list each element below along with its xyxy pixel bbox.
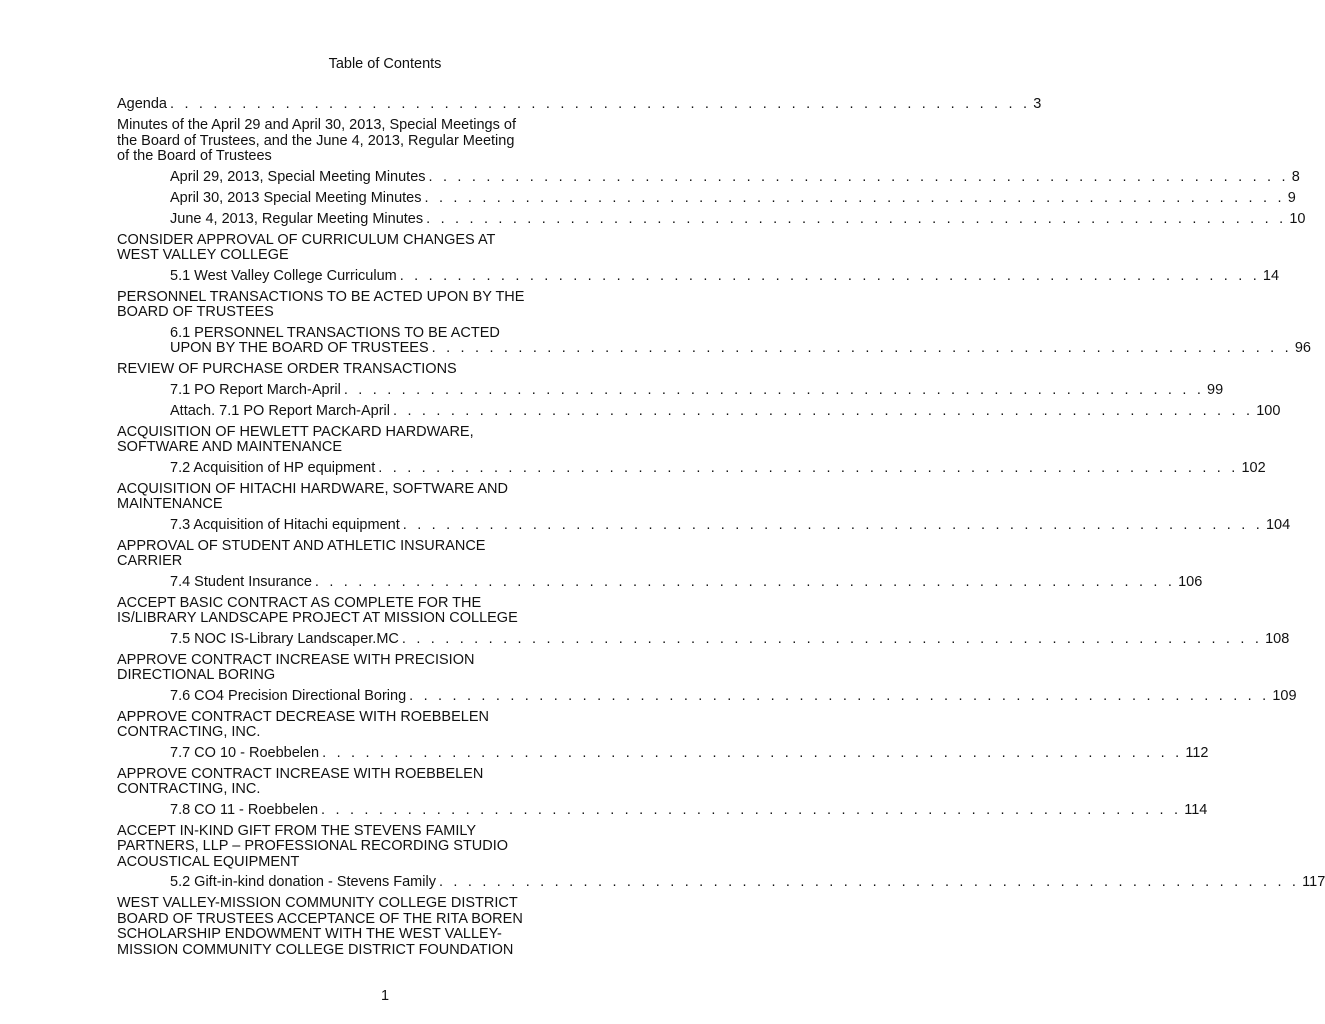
toc-entry[interactable] — [117, 744, 1209, 762]
toc-entry[interactable] — [117, 516, 1291, 534]
toc-entry-page-number: 108 — [1265, 630, 1290, 647]
dot-leader: . . . . . . . . . . . . . . . . . . . . . . . . . . . . . . . . . . . . . . . . . . . . . . . . . . . . . . . . . . . . — [393, 402, 1254, 419]
dot-leader: . . . . . . . . . . . . . . . . . . . . . . . . . . . . . . . . . . . . . . . . . . . . . . . . . . . . . . . . . . . . — [438, 874, 1300, 890]
toc-section-heading: APPROVE CONTRACT INCREASE WITH PRECISION DIRECTIONAL BORING — [117, 651, 475, 683]
toc-entry[interactable] — [117, 630, 1290, 648]
toc-entry-label: 7.1 PO Report March-April — [170, 381, 341, 398]
toc-entry[interactable] — [117, 340, 1311, 357]
toc-entry-page-number: 117 — [1302, 874, 1325, 890]
toc-entry-label: UPON BY THE BOARD OF TRUSTEES — [170, 340, 429, 356]
toc-section-heading: WEST VALLEY-MISSION COMMUNITY COLLEGE DISTRICT BOARD OF TRUSTEES ACCEPTANCE OF THE RITA BOREN SCHOLARSHIP ENDOWMENT WITH THE WEST VALLEY- MISSION COMMUNITY COLLEGE DISTRICT FOUNDATION — [117, 895, 523, 958]
toc-entry-page-number: 114 — [1184, 801, 1208, 818]
toc-entry-label: 7.2 Acquisition of HP equipment — [170, 459, 376, 476]
toc-entry[interactable] — [117, 168, 1300, 186]
toc-entry-label: 7.4 Student Insurance — [170, 573, 312, 590]
toc-section-heading: APPROVAL OF STUDENT AND ATHLETIC INSURANCE CARRIER — [117, 537, 486, 569]
toc-section-heading: Minutes of the April 29 and April 30, 2013, Special Meetings of the Board of Trustees, and the June 4, 2013, Regular Meeting of the Board of Trustees — [117, 117, 516, 164]
toc-entry[interactable] — [117, 210, 1306, 228]
toc-entry-label: April 29, 2013, Special Meeting Minutes — [170, 168, 426, 185]
toc-section-heading: APPROVE CONTRACT DECREASE WITH ROEBBELEN CONTRACTING, INC. — [117, 708, 489, 740]
toc-entry-label: 5.2 Gift-in-kind donation - Stevens Family — [170, 874, 436, 890]
dot-leader: . . . . . . . . . . . . . . . . . . . . . . . . . . . . . . . . . . . . . . . . . . . . . . . . . . . . . . . . . . . . — [322, 744, 1183, 761]
page-number: 1 — [380, 988, 390, 1004]
toc-entry[interactable] — [117, 96, 1042, 113]
toc-section-heading: ACQUISITION OF HEWLETT PACKARD HARDWARE, SOFTWARE AND MAINTENANCE — [117, 423, 474, 455]
page-title: Table of Contents — [328, 56, 442, 72]
toc-entry[interactable] — [117, 687, 1297, 705]
toc-entry-page-number: 14 — [1262, 267, 1280, 284]
toc-entry-label: 7.3 Acquisition of Hitachi equipment — [170, 516, 400, 533]
toc-entry-page-number: 100 — [1256, 402, 1281, 419]
toc-entry[interactable] — [117, 402, 1281, 420]
toc-entry[interactable] — [117, 874, 1325, 891]
toc-entry-page-number: 99 — [1207, 381, 1224, 398]
toc-section-heading: ACCEPT BASIC CONTRACT AS COMPLETE FOR THE IS/LIBRARY LANDSCAPE PROJECT AT MISSION COLLEGE — [117, 594, 518, 626]
toc-entry-page-number: 106 — [1178, 573, 1203, 590]
toc-entry[interactable] — [117, 381, 1224, 399]
toc-entry-label: Attach. 7.1 PO Report March-April — [170, 402, 390, 419]
table-of-contents — [117, 96, 1325, 963]
dot-leader: . . . . . . . . . . . . . . . . . . . . . . . . . . . . . . . . . . . . . . . . . . . . . . . . . . . . . . . . . . . . — [343, 381, 1205, 398]
toc-section-heading: REVIEW OF PURCHASE ORDER TRANSACTIONS — [117, 361, 457, 377]
toc-entry-page-number: 10 — [1289, 210, 1306, 227]
toc-entry-page-number: 9 — [1287, 189, 1296, 206]
toc-entry-label: 5.1 West Valley College Curriculum — [170, 267, 397, 284]
toc-entry-label: 7.5 NOC IS-Library Landscaper.MC — [170, 630, 399, 647]
toc-entry-label: 7.7 CO 10 - Roebbelen — [170, 744, 320, 761]
toc-entry[interactable] — [117, 189, 1296, 207]
toc-subheading: 6.1 PERSONNEL TRANSACTIONS TO BE ACTED — [170, 324, 500, 341]
toc-entry[interactable] — [117, 801, 1208, 819]
toc-entry-label: April 30, 2013 Special Meeting Minutes — [170, 189, 422, 206]
toc-section-heading: ACQUISITION OF HITACHI HARDWARE, SOFTWARE AND MAINTENANCE — [117, 480, 508, 512]
toc-entry-page-number: 104 — [1265, 516, 1291, 533]
toc-entry-page-number: 102 — [1241, 459, 1266, 476]
dot-leader: . . . . . . . . . . . . . . . . . . . . . . . . . . . . . . . . . . . . . . . . . . . . . . . . . . . . . . . . . . . . — [409, 687, 1270, 704]
toc-section-heading: ACCEPT IN-KIND GIFT FROM THE STEVENS FAMILY PARTNERS, LLP – PROFESSIONAL RECORDING STUDIO ACOUSTICAL EQUIPMENT — [117, 822, 509, 870]
toc-entry[interactable] — [117, 573, 1203, 591]
toc-entry[interactable] — [117, 267, 1280, 285]
toc-entry-page-number: 109 — [1272, 687, 1297, 704]
dot-leader: . . . . . . . . . . . . . . . . . . . . . . . . . . . . . . . . . . . . . . . . . . . . . . . . . . . . . . . . . . . . — [431, 340, 1292, 356]
toc-section-heading: PERSONNEL TRANSACTIONS TO BE ACTED UPON BY THE BOARD OF TRUSTEES — [117, 288, 525, 320]
dot-leader: . . . . . . . . . . . . . . . . . . . . . . . . . . . . . . . . . . . . . . . . . . . . . . . . . . . . . . . . . . . . — [428, 168, 1289, 185]
dot-leader: . . . . . . . . . . . . . . . . . . . . . . . . . . . . . . . . . . . . . . . . . . . . . . . . . . . . . . . . . . . . — [314, 573, 1176, 590]
dot-leader: . . . . . . . . . . . . . . . . . . . . . . . . . . . . . . . . . . . . . . . . . . . . . . . . . . . . . . . . . . . . — [378, 459, 1239, 476]
dot-leader: . . . . . . . . . . . . . . . . . . . . . . . . . . . . . . . . . . . . . . . . . . . . . . . . . . . . . . . . . . . . — [424, 189, 1285, 206]
toc-entry-label: June 4, 2013, Regular Meeting Minutes — [170, 210, 424, 227]
toc-entry-page-number: 96 — [1294, 340, 1311, 356]
toc-entry-page-number: 8 — [1291, 168, 1300, 185]
dot-leader: . . . . . . . . . . . . . . . . . . . . . . . . . . . . . . . . . . . . . . . . . . . . . . . . . . . . . . . . . . . . — [399, 267, 1260, 284]
dot-leader: . . . . . . . . . . . . . . . . . . . . . . . . . . . . . . . . . . . . . . . . . . . . . . . . . . . . . . . . . . . . — [401, 630, 1263, 647]
toc-entry[interactable] — [117, 459, 1266, 477]
toc-entry-page-number: 112 — [1185, 744, 1209, 761]
dot-leader: . . . . . . . . . . . . . . . . . . . . . . . . . . . . . . . . . . . . . . . . . . . . . . . . . . . . . . . . . . . . — [170, 96, 1031, 112]
toc-entry-page-number: 3 — [1033, 96, 1042, 112]
toc-entry-label: 7.6 CO4 Precision Directional Boring — [170, 687, 407, 704]
toc-section-heading: CONSIDER APPROVAL OF CURRICULUM CHANGES AT WEST VALLEY COLLEGE — [117, 231, 496, 263]
toc-section-heading: APPROVE CONTRACT INCREASE WITH ROEBBELEN CONTRACTING, INC. — [117, 765, 484, 797]
dot-leader: . . . . . . . . . . . . . . . . . . . . . . . . . . . . . . . . . . . . . . . . . . . . . . . . . . . . . . . . . . . . — [321, 801, 1182, 818]
dot-leader: . . . . . . . . . . . . . . . . . . . . . . . . . . . . . . . . . . . . . . . . . . . . . . . . . . . . . . . . . . . . — [426, 210, 1287, 227]
dot-leader: . . . . . . . . . . . . . . . . . . . . . . . . . . . . . . . . . . . . . . . . . . . . . . . . . . . . . . . . . . . . — [402, 516, 1263, 533]
toc-entry-label: 7.8 CO 11 - Roebbelen — [170, 801, 319, 818]
toc-entry-label: Agenda — [117, 96, 167, 112]
